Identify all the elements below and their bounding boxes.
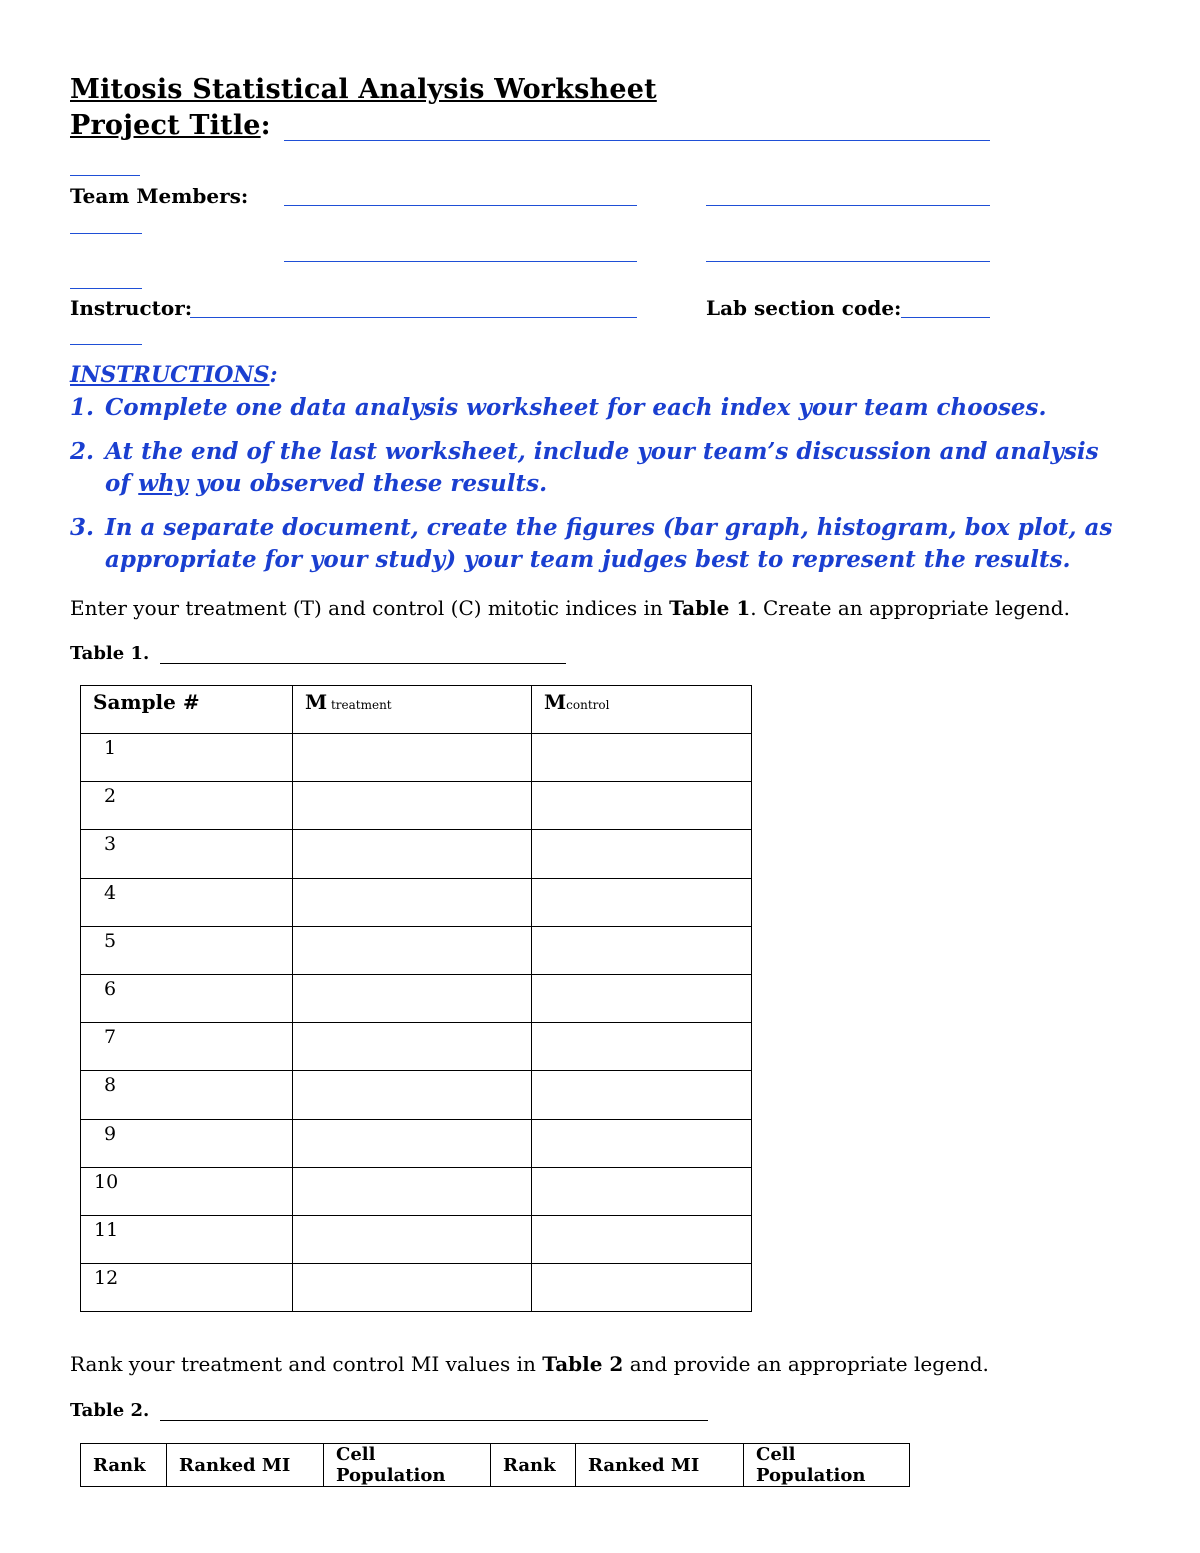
table1-sample-number: 10 — [81, 1167, 293, 1215]
table1-control-cell[interactable] — [532, 734, 752, 782]
table1-intro-post: . Create an appropriate legend. — [750, 596, 1070, 620]
table1-row — [81, 926, 752, 974]
page-title: Mitosis Statistical Analysis Worksheet — [70, 74, 657, 105]
table1-sample-number: 9 — [81, 1119, 293, 1167]
team-member-field-continued-1[interactable] — [70, 233, 142, 234]
team-member-field-4[interactable] — [706, 261, 990, 262]
project-title-field-continued[interactable] — [70, 175, 140, 176]
table1-header-row — [81, 686, 752, 734]
table1-sample-number: 5 — [81, 926, 293, 974]
table1-legend-field[interactable] — [160, 663, 566, 664]
instructions-heading-text: INSTRUCTIONS — [70, 362, 270, 388]
instruction-item-2 — [70, 438, 1150, 465]
table1-control-cell[interactable] — [532, 830, 752, 878]
instruction-item-3 — [70, 514, 1150, 541]
table1-row — [81, 1071, 752, 1119]
table1-row — [81, 1167, 752, 1215]
table2 — [80, 1443, 910, 1487]
table1-row — [81, 1215, 752, 1263]
table1-treatment-cell[interactable] — [293, 1023, 532, 1071]
table1-row — [81, 830, 752, 878]
instructions-heading — [70, 362, 278, 388]
table1-treatment-cell[interactable] — [293, 1119, 532, 1167]
table1-row — [81, 1023, 752, 1071]
table1-treatment-cell[interactable] — [293, 1215, 532, 1263]
table1-row — [81, 1119, 752, 1167]
table2-header-rank-1: Rank — [81, 1444, 167, 1487]
lab-section-field-continued[interactable] — [70, 344, 142, 345]
table1-control-cell[interactable] — [532, 1023, 752, 1071]
table1-control-cell[interactable] — [532, 1264, 752, 1312]
table1-control-cell[interactable] — [532, 1071, 752, 1119]
project-title-label — [70, 110, 271, 141]
team-member-field-2[interactable] — [706, 205, 990, 206]
instruction-item-2-line-2 — [105, 470, 1155, 497]
table1 — [80, 685, 752, 1312]
instruction-text-2-why: why — [138, 470, 189, 497]
team-member-field-1[interactable] — [284, 205, 637, 206]
table2-intro-post: and provide an appropriate legend. — [623, 1352, 989, 1376]
table1-header-sample: Sample # — [81, 686, 293, 734]
table2-intro — [70, 1352, 1150, 1376]
instruction-text-2-line-1: At the end of the last worksheet, include your team’s discussion and analysis — [105, 438, 1099, 465]
table2-intro-pre: Rank your treatment and control MI values in — [70, 1352, 543, 1376]
table1-header-treatment-sub: treatment — [327, 698, 392, 712]
table2-header-ranked-mi-2: Ranked MI — [576, 1444, 744, 1487]
table1-row — [81, 782, 752, 830]
project-title-label-text: Project Title — [70, 110, 261, 141]
table1-header-treatment — [293, 686, 532, 734]
table1-treatment-cell[interactable] — [293, 830, 532, 878]
table1-row — [81, 974, 752, 1022]
instruction-text-1: Complete one data analysis worksheet for each index your team chooses. — [105, 394, 1047, 421]
table1-control-cell[interactable] — [532, 1119, 752, 1167]
table2-header-rank-2: Rank — [491, 1444, 576, 1487]
instruction-number-2: 2. — [70, 438, 95, 465]
table1-row — [81, 734, 752, 782]
team-member-field-continued-2[interactable] — [70, 288, 142, 289]
table1-treatment-cell[interactable] — [293, 926, 532, 974]
table2-caption: Table 2. — [70, 1400, 150, 1421]
team-members-label: Team Members: — [70, 184, 249, 208]
table1-treatment-cell[interactable] — [293, 782, 532, 830]
instruction-number-3: 3. — [70, 514, 95, 541]
table1-sample-number: 8 — [81, 1071, 293, 1119]
instructions-heading-colon: : — [269, 362, 278, 388]
table1-treatment-cell[interactable] — [293, 878, 532, 926]
table1-header-control-m: M — [544, 690, 567, 714]
table2-header-row — [81, 1444, 910, 1487]
instructor-label: Instructor: — [70, 296, 193, 320]
table2-header-cell-population-1: Cell Population — [324, 1444, 491, 1487]
instruction-number-1: 1. — [70, 394, 95, 421]
table1-control-cell[interactable] — [532, 1215, 752, 1263]
table2-intro-ref: Table 2 — [542, 1352, 624, 1376]
table1-treatment-cell[interactable] — [293, 1167, 532, 1215]
table1-control-cell[interactable] — [532, 878, 752, 926]
instruction-item-3-line-2: appropriate for your study) your team judges best to represent the results. — [105, 546, 1071, 573]
table1-treatment-cell[interactable] — [293, 1264, 532, 1312]
table1-intro — [70, 596, 1150, 620]
table1-control-cell[interactable] — [532, 1167, 752, 1215]
table1-intro-pre: Enter your treatment (T) and control (C) mitotic indices in — [70, 596, 670, 620]
table1-sample-number: 11 — [81, 1215, 293, 1263]
instructor-field[interactable] — [190, 317, 637, 318]
table1-sample-number: 3 — [81, 830, 293, 878]
lab-section-field[interactable] — [901, 317, 990, 318]
lab-section-label: Lab section code: — [706, 296, 902, 320]
table1-row — [81, 1264, 752, 1312]
table2-legend-field[interactable] — [160, 1420, 708, 1421]
table2-header-cell-population-2: Cell Population — [744, 1444, 910, 1487]
table1-sample-number: 12 — [81, 1264, 293, 1312]
project-title-field[interactable] — [284, 140, 990, 141]
team-member-field-3[interactable] — [284, 261, 637, 262]
table1-control-cell[interactable] — [532, 974, 752, 1022]
table1-header-control-sub: control — [566, 698, 610, 712]
instruction-text-3-line-1: In a separate document, create the figures (bar graph, histogram, box plot, as — [105, 514, 1113, 541]
table1-sample-number: 6 — [81, 974, 293, 1022]
table1-intro-ref: Table 1 — [669, 596, 751, 620]
table1-treatment-cell[interactable] — [293, 1071, 532, 1119]
instruction-text-2-line-2-pre: of — [105, 470, 139, 497]
table1-treatment-cell[interactable] — [293, 734, 532, 782]
table1-sample-number: 2 — [81, 782, 293, 830]
table1-control-cell[interactable] — [532, 926, 752, 974]
instruction-item-1 — [70, 394, 1150, 421]
table1-header-control — [532, 686, 752, 734]
table1-header-treatment-m: M — [305, 690, 328, 714]
instruction-text-2-line-2-post: you observed these results. — [188, 470, 548, 497]
table2-header-ranked-mi-1: Ranked MI — [167, 1444, 324, 1487]
table1-sample-number: 7 — [81, 1023, 293, 1071]
table1-sample-number: 4 — [81, 878, 293, 926]
project-title-colon: : — [260, 110, 271, 141]
table1-treatment-cell[interactable] — [293, 974, 532, 1022]
table1-sample-number: 1 — [81, 734, 293, 782]
table1-row — [81, 878, 752, 926]
table1-caption: Table 1. — [70, 643, 150, 664]
table1-control-cell[interactable] — [532, 782, 752, 830]
